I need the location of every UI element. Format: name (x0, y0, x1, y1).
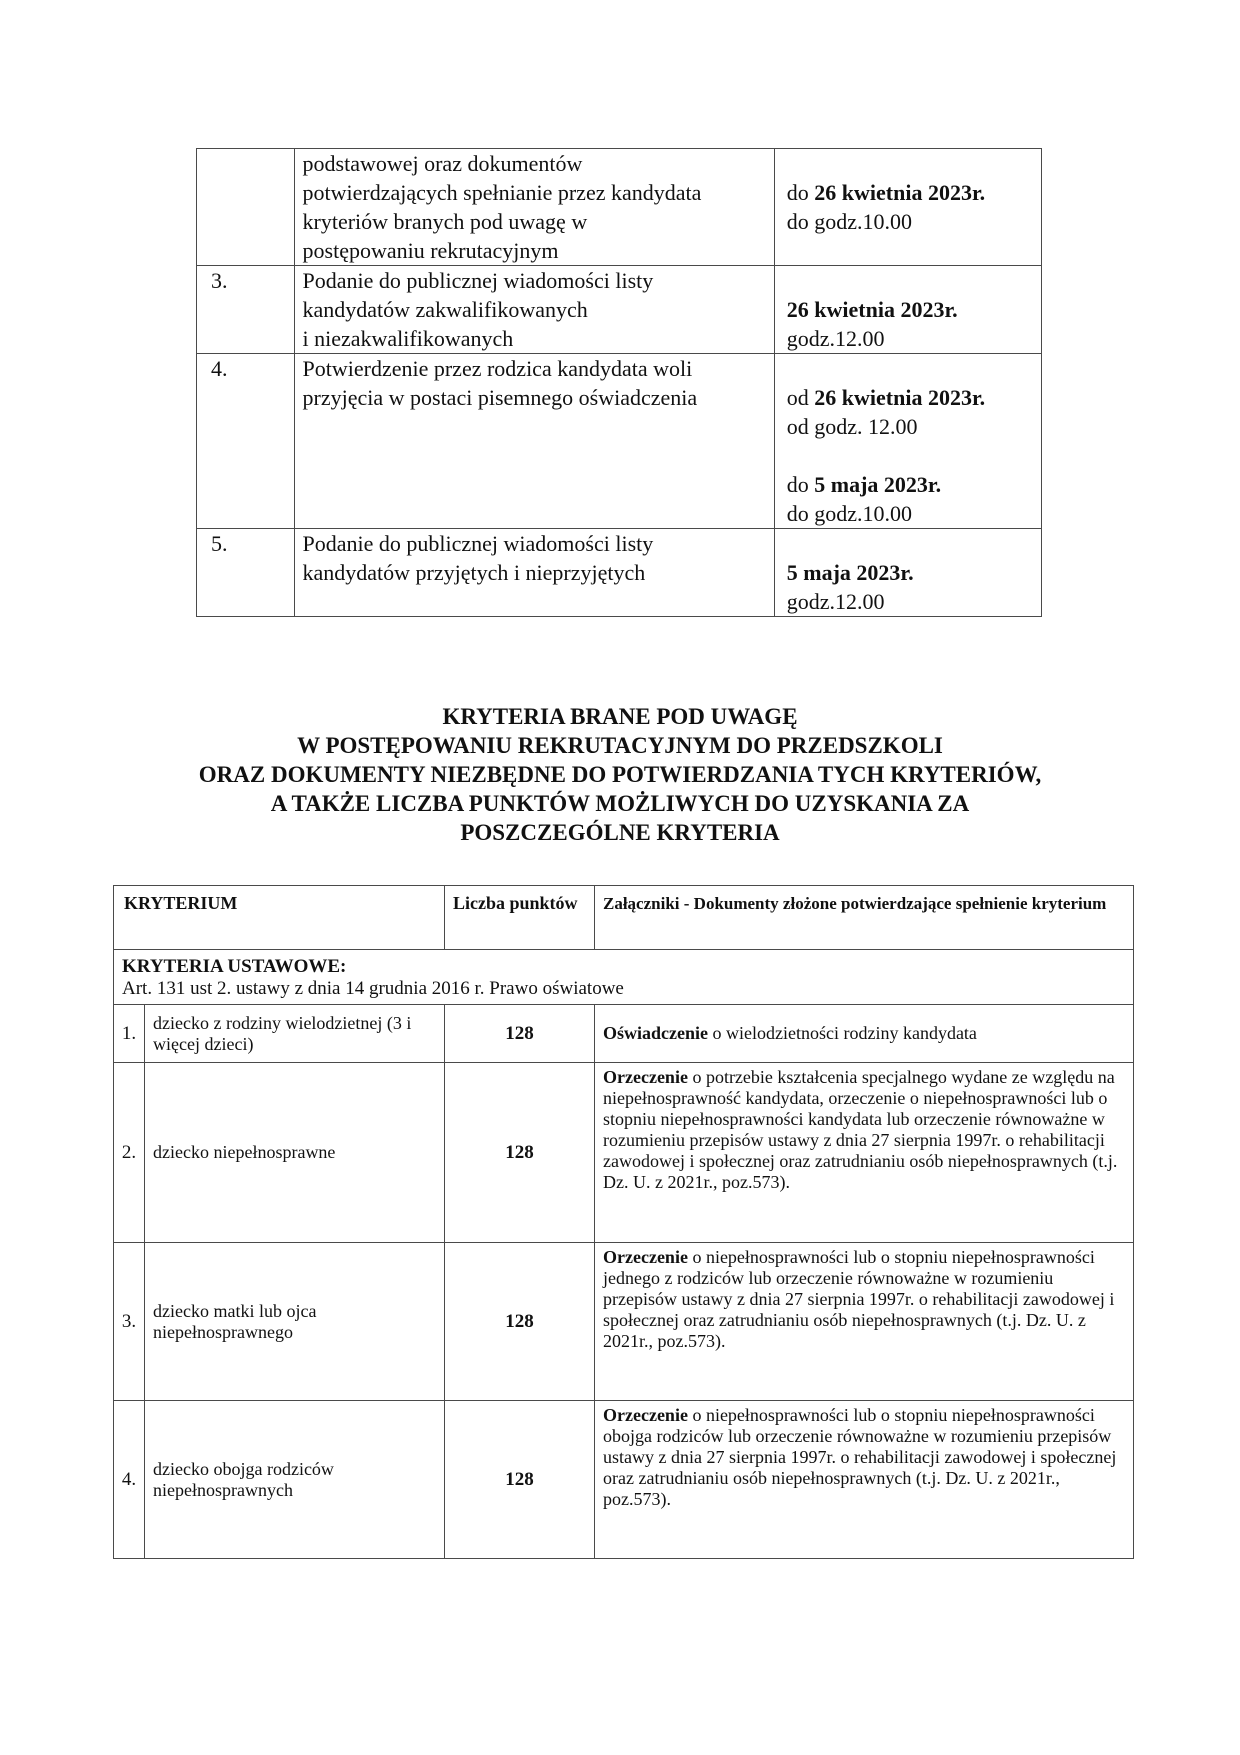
header-attachments: Załączniki - Dokumenty złożone potwierdzające spełnienie kryterium (595, 886, 1134, 950)
criteria-row-attachment: Orzeczenie o niepełnosprawności lub o stopniu niepełnosprawności jednego z rodziców lub orzeczenie równoważne w rozumieniu przepisów ustawy z dnia 27 sierpnia 1997r. o rehabilitacji zawodowej i społecznej oraz zatrudnianiu osób niepełnosprawnych (t.j. Dz. U. z 2021r., poz.573). (595, 1243, 1134, 1401)
schedule-row-date: do 26 kwietnia 2023r. do godz.10.00 (774, 149, 1041, 266)
schedule-row-step: Podanie do publicznej wiadomości listy kandydatów zakwalifikowanych i niezakwalifikowanych (294, 266, 774, 354)
criteria-row-number: 4. (114, 1401, 145, 1559)
schedule-row-step: podstawowej oraz dokumentów potwierdzających spełnianie przez kandydata kryteriów branych pod uwagę w postępowaniu rekrutacyjnym (294, 149, 774, 266)
legal-basis: Art. 131 ust 2. ustawy z dnia 14 grudnia 2016 r. Prawo oświatowe (122, 978, 624, 999)
schedule-row-step: Podanie do publicznej wiadomości listy kandydatów przyjętych i nieprzyjętych (294, 529, 774, 617)
criteria-row-points: 128 (445, 1243, 595, 1401)
schedule-row-number: 4. (197, 354, 295, 529)
criteria-section-heading: KRYTERIA BRANE POD UWAGĘ W POSTĘPOWANIU REKRUTACYJNYM DO PRZEDSZKOLI ORAZ DOKUMENTY NIEZBĘDNE DO POTWIERDZANIA TYCH KRYTERIÓW, A TAKŻE LICZBA PUNKTÓW MOŻLIWYCH DO UZYSKANIA ZA POSZCZEGÓLNE KRYTERIA (198, 704, 1042, 845)
criteria-row-name: dziecko obojga rodziców niepełnosprawnych (145, 1401, 445, 1559)
schedule-row (197, 529, 1042, 617)
criteria-row-attachment: Orzeczenie o niepełnosprawności lub o stopniu niepełnosprawności obojga rodziców lub orzeczenie równoważne w rozumieniu przepisów ustawy z dnia 27 sierpnia 1997r. o rehabilitacji zawodowej i społecznej oraz zatrudnianiu osób niepełnosprawnych (t.j. Dz. U. z 2021r., poz.573). (595, 1401, 1134, 1559)
criteria-row-attachment: Orzeczenie o potrzebie kształcenia specjalnego wydane ze względu na niepełnosprawność kandydata, orzeczenie o niepełnosprawności lub o stopniu niepełnosprawności kandydata lub orzeczenie równoważne w rozumieniu przepisów ustawy z dnia 27 sierpnia 1997r. o rehabilitacji zawodowej i społecznej oraz zatrudnianiu osób niepełnosprawnych (t.j. Dz. U. z 2021r., poz.573). (595, 1063, 1134, 1243)
criteria-row-points: 128 (445, 1063, 595, 1243)
schedule-row (197, 149, 1042, 266)
criteria-row-name: dziecko z rodziny wielodzietnej (3 i więcej dzieci) (145, 1005, 445, 1063)
criteria-row-attachment: Oświadczenie o wielodzietności rodziny kandydata (595, 1005, 1134, 1063)
criteria-row-number: 1. (114, 1005, 145, 1063)
schedule-row-date: 5 maja 2023r. godz.12.00 (774, 529, 1041, 617)
criteria-row-number: 2. (114, 1063, 145, 1243)
criteria-row-name: dziecko niepełnosprawne (145, 1063, 445, 1243)
schedule-row (197, 266, 1042, 354)
schedule-row-number (197, 149, 295, 266)
criteria-row (114, 1005, 1134, 1063)
schedule-row (197, 354, 1042, 529)
criteria-row-points: 128 (445, 1401, 595, 1559)
statutory-criteria-section (114, 950, 1134, 1005)
schedule-row-number: 5. (197, 529, 295, 617)
criteria-row-points: 128 (445, 1005, 595, 1063)
section-title: KRYTERIA USTAWOWE: (122, 956, 347, 977)
criteria-row (114, 1243, 1134, 1401)
criteria-row-name: dziecko matki lub ojca niepełnosprawnego (145, 1243, 445, 1401)
recruitment-schedule-table (196, 148, 1042, 617)
schedule-row-number: 3. (197, 266, 295, 354)
criteria-row (114, 1063, 1134, 1243)
header-points: Liczba punktów (445, 886, 595, 950)
criteria-table (113, 885, 1134, 1559)
schedule-row-date: od 26 kwietnia 2023r. od godz. 12.00 do 5 maja 2023r. do godz.10.00 (774, 354, 1041, 529)
criteria-row-number: 3. (114, 1243, 145, 1401)
criteria-row (114, 1401, 1134, 1559)
header-criterion: KRYTERIUM (114, 886, 445, 950)
criteria-header-row (114, 886, 1134, 950)
schedule-row-date: 26 kwietnia 2023r. godz.12.00 (774, 266, 1041, 354)
criteria-section-row (114, 950, 1134, 1005)
schedule-row-step: Potwierdzenie przez rodzica kandydata woli przyjęcia w postaci pisemnego oświadczenia (294, 354, 774, 529)
